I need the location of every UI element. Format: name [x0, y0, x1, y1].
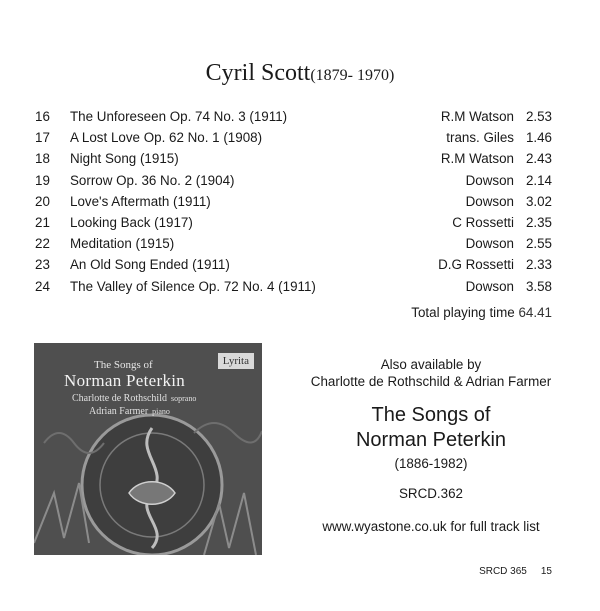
track-author: Dowson	[465, 236, 514, 252]
track-row	[35, 148, 552, 169]
cover-performer-2-name: Adrian Farmer	[89, 406, 149, 417]
track-duration: 3.02	[525, 193, 552, 209]
composer-name: Cyril Scott	[205, 60, 311, 86]
track-row	[35, 276, 552, 297]
track-duration: 2.35	[525, 214, 552, 230]
total-value: 64.41	[518, 305, 552, 320]
cover-performer-2	[89, 406, 170, 417]
total-playing-time	[411, 305, 552, 320]
promo-title-line1: The Songs of	[371, 404, 491, 426]
promo-website: www.wyastone.co.uk for full track list	[322, 519, 540, 534]
track-title: Looking Back (1917)	[70, 214, 193, 230]
cover-role-1: soprano	[171, 394, 197, 403]
track-number: 18	[35, 151, 50, 167]
track-duration: 1.46	[525, 130, 552, 146]
track-duration: 2.33	[525, 257, 552, 273]
track-duration: 2.14	[525, 172, 552, 188]
track-title: Night Song (1915)	[70, 151, 179, 167]
label-logo: Lyrita	[218, 353, 254, 369]
track-row	[35, 233, 552, 254]
cover-performer-1-name: Charlotte de Rothschild	[72, 393, 167, 404]
album-cover	[34, 343, 262, 555]
track-title: Love's Aftermath (1911)	[70, 193, 211, 209]
track-author: Dowson	[465, 193, 514, 209]
track-title: The Valley of Silence Op. 72 No. 4 (1911)	[70, 278, 316, 294]
track-author: Dowson	[465, 278, 514, 294]
track-row	[35, 106, 552, 127]
track-duration: 2.53	[525, 109, 552, 124]
track-title: Sorrow Op. 36 No. 2 (1904)	[70, 172, 235, 188]
track-number: 19	[35, 172, 50, 188]
track-author: C Rossetti	[452, 214, 514, 230]
track-author: R.M Watson	[440, 151, 514, 167]
cover-series: The Songs of	[94, 359, 153, 371]
promo-dates: (1886-1982)	[394, 456, 468, 471]
track-number: 23	[35, 257, 50, 273]
track-number: 21	[35, 214, 50, 230]
track-title: Meditation (1915)	[70, 236, 175, 252]
track-author: D.G Rossetti	[438, 257, 514, 273]
cover-title: Norman Peterkin	[64, 371, 186, 390]
track-number: 22	[35, 236, 50, 252]
track-row	[35, 170, 552, 191]
promo-catalog: SRCD.362	[398, 486, 463, 501]
track-row	[35, 127, 552, 148]
track-title: An Old Song Ended (1911)	[70, 257, 230, 273]
track-number: 20	[35, 193, 50, 209]
composer-dates: (1879- 1970)	[310, 67, 395, 84]
track-title: A Lost Love Op. 62 No. 1 (1908)	[70, 130, 263, 146]
footer-catalog: SRCD 365	[479, 566, 527, 577]
track-number: 16	[35, 109, 50, 124]
track-number: 17	[35, 130, 50, 146]
track-author: Dowson	[465, 172, 514, 188]
track-duration: 3.58	[525, 278, 552, 294]
track-list	[35, 106, 552, 297]
track-row	[35, 191, 552, 212]
promo-available: Also available by	[380, 357, 482, 372]
cover-performer-1	[72, 393, 196, 404]
track-duration: 2.55	[525, 236, 552, 252]
cover-role-2: piano	[152, 407, 170, 416]
total-label: Total playing time	[411, 305, 515, 320]
page-number: 15	[540, 566, 552, 577]
track-duration: 2.43	[525, 151, 552, 167]
track-author: trans. Giles	[446, 130, 514, 146]
track-row	[35, 254, 552, 275]
track-number: 24	[35, 278, 50, 294]
page-footer	[479, 566, 552, 577]
track-title: The Unforeseen Op. 74 No. 3 (1911)	[70, 109, 288, 124]
track-author: R.M Watson	[440, 109, 514, 124]
promo-artists: Charlotte de Rothschild & Adrian Farmer	[310, 374, 552, 389]
promo-title-line2: Norman Peterkin	[355, 429, 507, 451]
composer-heading	[0, 60, 600, 87]
track-row	[35, 212, 552, 233]
